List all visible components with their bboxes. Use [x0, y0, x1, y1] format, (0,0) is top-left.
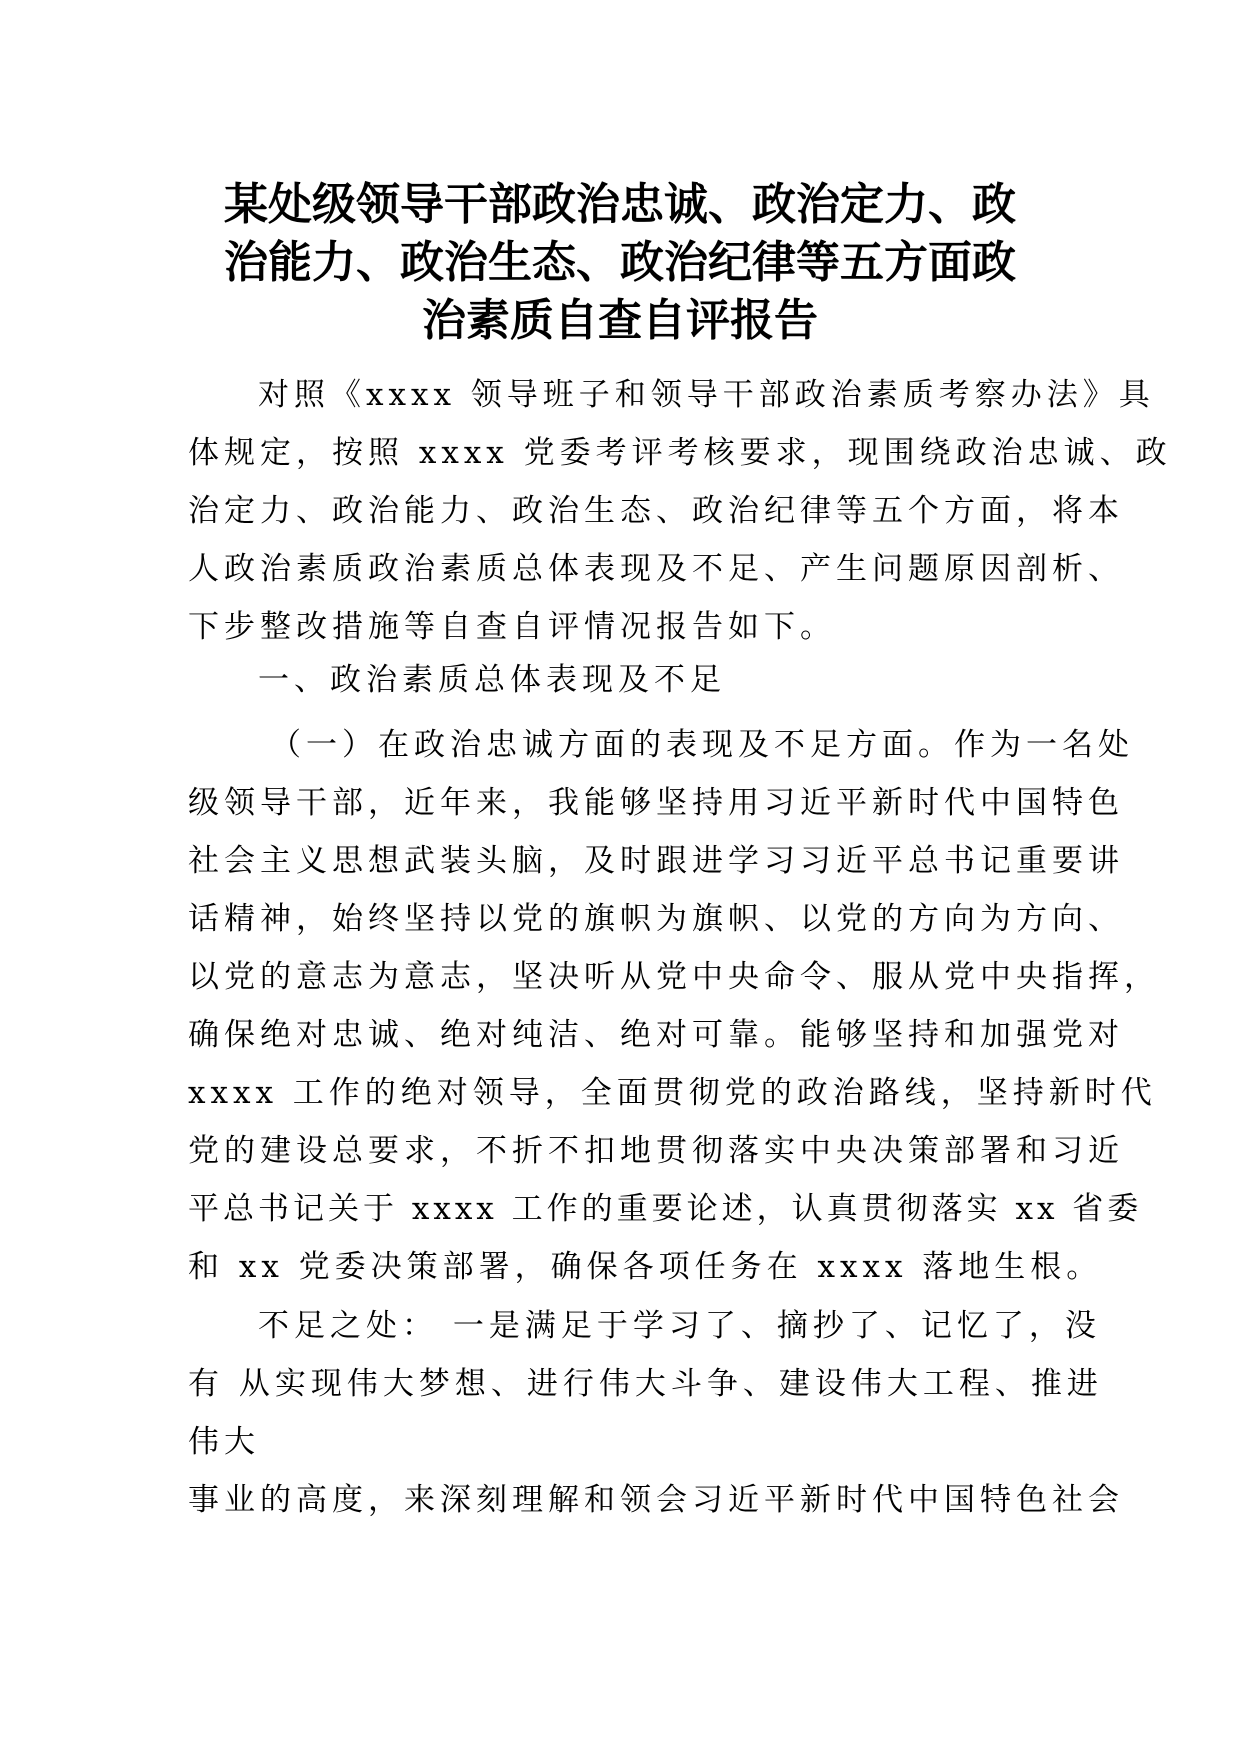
shortcomings-line-4: 事业的高度，来深刻理解和领会习近平新时代中国特色社会: [188, 1482, 1124, 1518]
loyalty-line-10: 和 xx 党委决策部署，确保各项任务在 xxxx 落地生根。: [188, 1249, 1103, 1285]
intro-line-1: 对照《xxxx 领导班子和领导干部政治素质考察办法》具: [258, 377, 1155, 413]
intro-line-5: 下步整改措施等自查自评情况报告如下。: [188, 609, 836, 645]
shortcomings-line-2: 有 从实现伟大梦想、进行伟大斗争、建设伟大工程、推进: [188, 1366, 1103, 1402]
shortcomings-paragraph: [188, 1297, 1124, 1529]
shortcomings-line-1: 不足之处： 一是满足于学习了、摘抄了、记忆了，没: [258, 1308, 1101, 1344]
section-heading-1: [188, 651, 1054, 709]
loyalty-line-2: 级领导干部，近年来，我能够坚持用习近平新时代中国特色: [188, 785, 1124, 821]
intro-paragraph: [188, 366, 1172, 656]
title-line-1: 某处级领导干部政治忠诚、政治定力、政: [224, 179, 1016, 230]
loyalty-line-3: 社会主义思想武装头脑，及时跟进学习习近平总书记重要讲: [188, 843, 1124, 879]
loyalty-paragraph: [188, 716, 1160, 1296]
title-line-3: 治素质自查自评报告: [422, 295, 818, 346]
intro-line-2: 体规定，按照 xxxx 党委考评考核要求，现围绕政治忠诚、政: [188, 435, 1172, 471]
intro-line-3: 治定力、政治能力、政治生态、政治纪律等五个方面，将本: [188, 493, 1124, 529]
loyalty-line-8: 党的建设总要求，不折不扣地贯彻落实中央决策部署和习近: [188, 1133, 1124, 1169]
loyalty-line-6: 确保绝对忠诚、绝对纯洁、绝对可靠。能够坚持和加强党对: [188, 1017, 1124, 1053]
shortcomings-line-3: 伟大: [188, 1424, 260, 1460]
section-heading-text: 一、政治素质总体表现及不足: [258, 662, 726, 698]
loyalty-line-1: （一）在政治忠诚方面的表现及不足方面。作为一名处: [270, 727, 1134, 763]
loyalty-line-4: 话精神，始终坚持以党的旗帜为旗帜、以党的方向为方向、: [188, 901, 1124, 937]
intro-line-4: 人政治素质政治素质总体表现及不足、产生问题原因剖析、: [188, 551, 1124, 587]
loyalty-line-9: 平总书记关于 xxxx 工作的重要论述，认真贯彻落实 xx 省委: [188, 1191, 1143, 1227]
loyalty-line-5: 以党的意志为意志，坚决听从党中央命令、服从党中央指挥，: [188, 959, 1160, 995]
loyalty-line-7: xxxx 工作的绝对领导，全面贯彻党的政治路线，坚持新时代: [188, 1075, 1157, 1111]
title-line-2: 治能力、政治生态、政治纪律等五方面政: [224, 237, 1016, 288]
document-title: [150, 176, 1090, 350]
